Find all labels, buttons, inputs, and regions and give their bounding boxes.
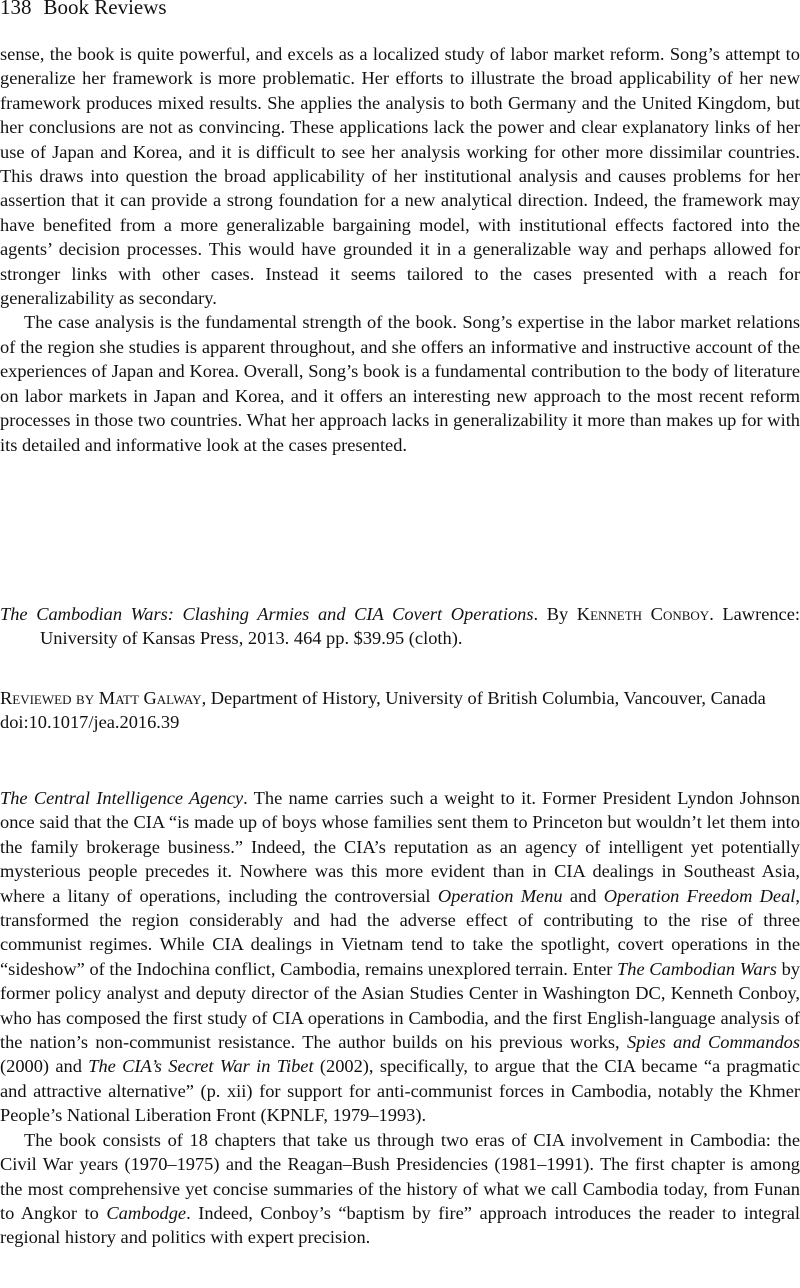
citation [0, 602, 800, 651]
section-title: Book Reviews [43, 0, 167, 19]
italic-text: Operation Freedom Deal [603, 885, 796, 906]
paragraph [0, 1128, 800, 1250]
italic-text: The Central Intelligence Agency [0, 788, 244, 808]
doi: doi:10.1017/jea.2016.39 [0, 712, 180, 733]
by-text: . By [533, 604, 577, 624]
publication-info: . Lawrence: University of Kansas Press, 2013. 464 pp. $39.95 (cloth). [40, 604, 800, 649]
paragraph: The case analysis is the fundamental strength of the book. Song’s expertise in the labor market relations of the region she studies is apparent throughout, and she offers an informative and instructive account of the experiences of Japan and Korea. Overall, Song’s book is a fundamental contribution to the body of literature on labor markets in Japan and Korea, and it offers an interesting new approach to the most recent reform processes in those two countries. What her approach lacks in generalizability it more than makes up for with its detailed and informative look at the cases presented. [0, 312, 800, 455]
author-name: Kenneth Conboy [576, 604, 710, 624]
text-run: (2000) and [0, 1056, 89, 1077]
reviewed-by-label: Reviewed by [0, 688, 99, 708]
reviewer-line [0, 686, 800, 710]
paragraph: sense, the book is quite powerful, and excels as a localized study of labor market reform. Song’s attempt to generalize her framework is more problematic. Her efforts to illustrate the broad applicability of her new framework produces mixed results. She applies the analysis to both Germany and the United Kingdom, but her conclusions are not as convincing. These applications lack the power and clear explanatory links of her use of Japan and Korea, and it is difficult to see her analysis working for other more dissimilar countries. This draws into question the broad applicability of her institutional analysis and causes problems for her assertion that it can provide a strong foundation for a new analytical direction. Indeed, the framework may have benefited from a more generalizable bargaining model, with institutional effects factored into the agents’ decision processes. This would have grounded it in a generalizable way and perhaps allowed for stronger links with other cases. Instead it seems tailored to the cases presented with a reach for generalizability as secondary. [0, 44, 800, 309]
text-run: The book consists of 18 chapters that take us through two eras of CIA involvement in Cambodia: the Civil War years (1970–1975) and the Reagan–Bush Presidencies (1981–1991). The first chapter is among the most comprehensive yet concise summaries of the history of what we call Cambodia today, from Funan to Angkor to [0, 1129, 800, 1223]
text-run: . The name carries such a weight to it. Former President Lyndon Johnson once said that the CIA “is made up of boys whose families sent them to Princeton but wouldn’t let them into the family brokerage business.” Indeed, the CIA’s reputation as an agency of intelligent yet potentially mysterious people precedes it. Nowhere was this more evident than in CIA dealings in Southeast Asia, where a litany of operations, including the controversial [0, 788, 800, 906]
text-run: and [562, 885, 604, 906]
reviewer-name: Matt Galway [98, 688, 202, 708]
book-citation [0, 602, 800, 651]
italic-text: The CIA’s Secret War in Tibet [88, 1056, 314, 1077]
paragraph [0, 786, 800, 1128]
reviewer-affiliation: , Department of History, University of British Columbia, Vancouver, Canada [201, 688, 766, 708]
running-head [0, 0, 167, 20]
italic-text: Spies and Commandos [626, 1032, 800, 1053]
book-title: The Cambodian Wars: Clashing Armies and CIA Covert Operations [0, 604, 534, 624]
text-run: (2002), specifically, to argue that the CIA became “a pragmatic and attractive alternative” (p. xii) for support for anti-communist forces in Cambodia, notably the Khmer People’s National Liberation Front (KPNLF, 1979–1993). [0, 1056, 800, 1126]
page-number: 138 [0, 0, 32, 19]
italic-text: Cambodge [106, 1202, 187, 1223]
text-run: . Indeed, Conboy’s “baptism by fire” approach introduces the reader to integral regional history and politics with expert precision. [0, 1202, 800, 1248]
previous-review-conclusion [0, 42, 800, 457]
review-body [0, 786, 800, 1250]
italic-text: Operation Menu [437, 885, 563, 906]
text-run: by former policy analyst and deputy director of the Asian Studies Center in Washington DC, Kenneth Conboy, who has composed the first study of CIA operations in Cambodia, and the first English-language analysis of the nation’s non-communist resistance. The author builds on his previous works, [0, 958, 800, 1053]
italic-text: The Cambodian Wars [617, 958, 777, 979]
text-run: , transformed the region considerably and had the adverse effect of contributing to the rise of three communist regimes. While CIA dealings in Vietnam tend to take the spotlight, covert operations in the “sideshow” of the Indochina conflict, Cambodia, remains unexplored terrain. Enter [0, 885, 800, 979]
reviewer-info [0, 686, 800, 735]
